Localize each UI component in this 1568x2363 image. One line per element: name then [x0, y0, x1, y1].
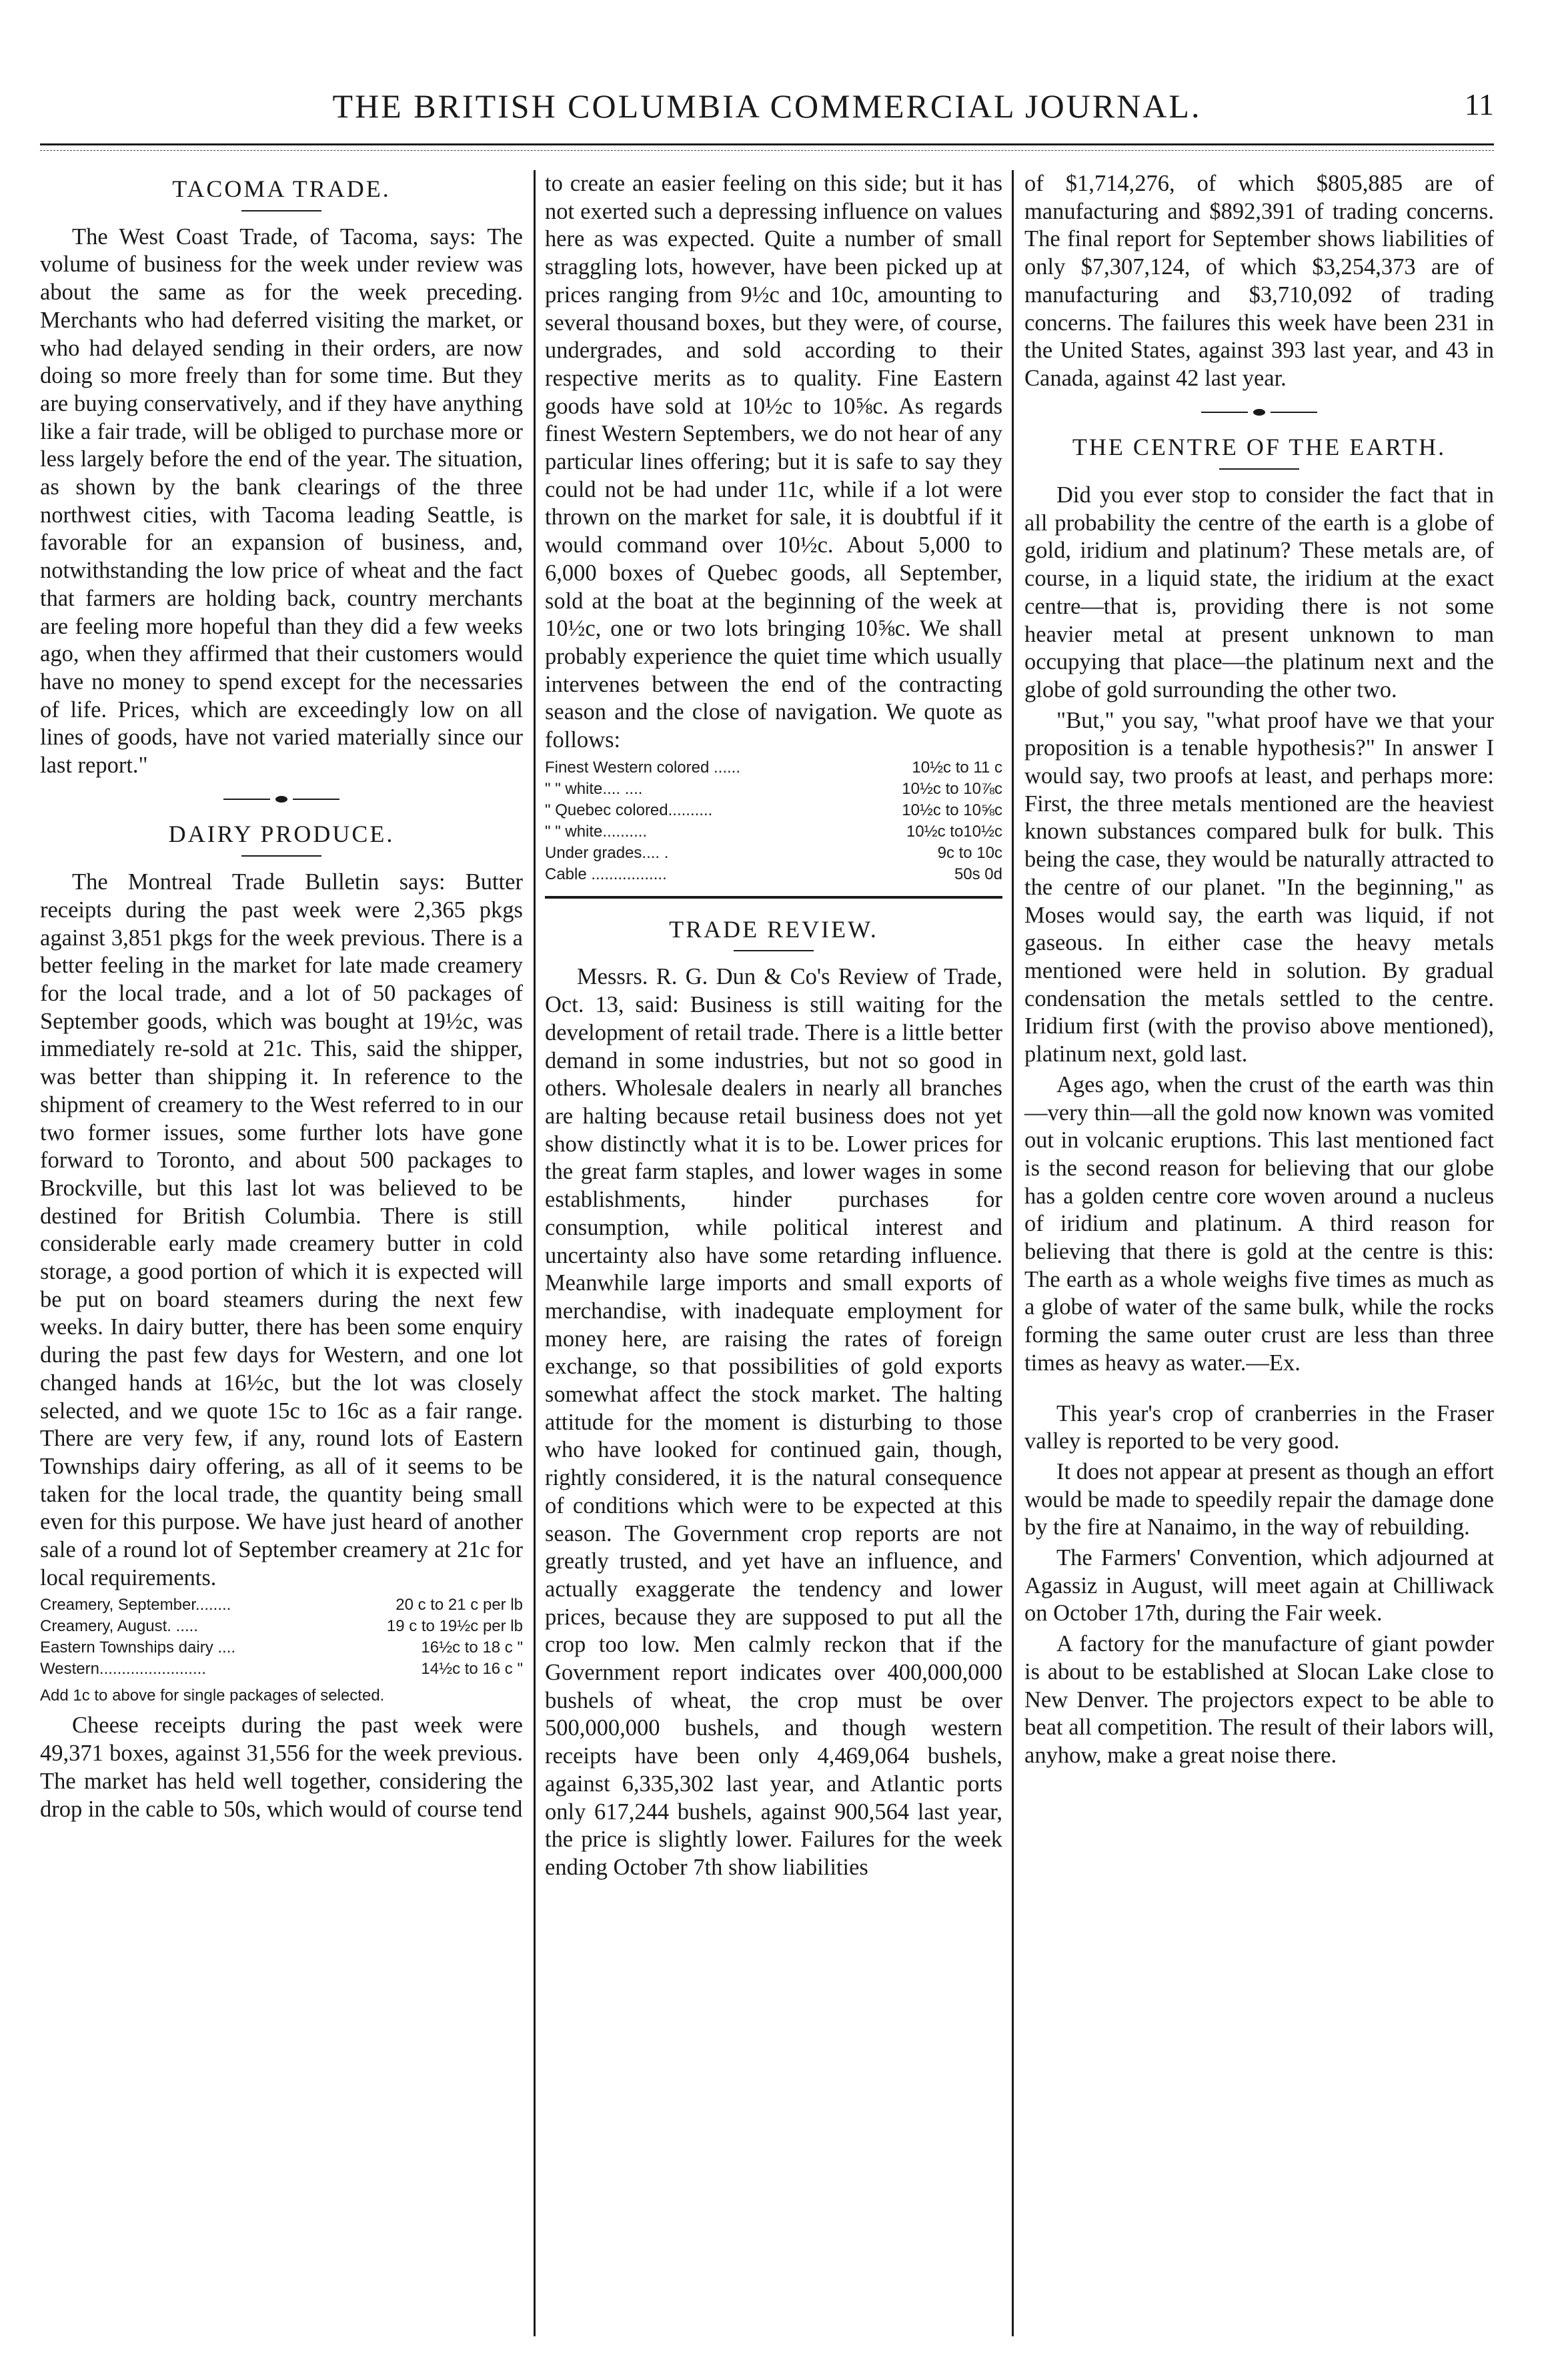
column-3: [1014, 170, 1494, 2336]
price-row: [545, 757, 1002, 779]
price-value: 10½c to 10⅝c: [902, 801, 1002, 819]
header-rule-dashed: [40, 150, 1494, 151]
heading-rule: [1219, 468, 1299, 470]
dairy-produce-body: The Montreal Trade Bulletin says: Butter receipts during the past week were 2,365 pkgs against 3,851 pkgs for the week previous. There is a better feeling in the market for late made creamery for the local trade, and a lot of 50 packages of September goods, which was bought at 19½c, was immediately re-sold at 21c. This, said the shipper, was better than shipping it. In reference to the shipment of creamery to the West referred to in our two former issues, some further lots have gone forward to Toronto, and about 500 packages to Brockville, but this last lot was believed to be destined for British Columbia. There is still considerable early made creamery butter in cold storage, a good portion of which it is expected will be put on board steamers during the next few weeks. In dairy butter, there has been some enquiry during the past few days for Western, and one lot changed hands at 16½c, but the lot was closely selected, and we quote 15c to 16c as a fair range. There are very few, if any, round lots of Eastern Townships dairy offering, as all of it seems to be taken for the local trade, the quantity being small even for this purpose. We have just heard of another sale of a round lot of September creamery at 21c for local requirements.: [40, 869, 523, 1590]
price-value: 19 c to 19½c per lb: [386, 1617, 523, 1636]
page-number: 11: [1464, 87, 1494, 121]
price-label: Under grades.... .: [545, 843, 669, 862]
column-1: [40, 170, 534, 2336]
centre-of-earth-paragraph: "But," you say, "what proof have we that your proposition is a tenable hypothesis?" In answer I would say, two proofs at least, and perhaps more: First, the three metals mentioned are the heaviest known substances compared bulk for bulk. This being the case, they would be naturally attracted to the centre of our planet. "In the beginning," as Moses would say, the earth was liquid, if not gaseous. In either case the heavy metals mentioned were held in solution. By gradual condensation the metals settled to the centre. Iridium first (with the proviso above mentioned), platinum next, gold last.: [1024, 707, 1494, 1067]
heading-rule: [734, 950, 814, 951]
tacoma-trade-heading: TACOMA TRADE.: [172, 175, 391, 202]
column-2: [534, 170, 1014, 2336]
price-value: 50s 0d: [954, 865, 1002, 883]
price-label: " " white.... ....: [545, 779, 643, 798]
price-row: [545, 843, 1002, 864]
news-item: The Farmers' Convention, which adjourned at Agassiz in August, will meet again at Chilliwack on October 17th, during the Fair week.: [1024, 1545, 1494, 1626]
news-item: This year's crop of cranberries in the Fraser valley is reported to be very good.: [1024, 1400, 1494, 1454]
price-row: [545, 864, 1002, 885]
cheese-market-continued: to create an easier feeling on this side; but it has not exerted such a depressing influence on values here as was expected. Quite a number of small straggling lots, however, have been picked up at prices ranging from 9½c and 10c, amounting to several thousand boxes, but they were, of course, undergrades, and sold according to their respective merits as to quality. Fine Eastern goods have sold at 10½c to 10⅝c. As regards finest Western Septembers, we do not hear of any particular lines offering; but it is safe to say they could not be had under 11c, while if a lot were thrown on the market for sale, it is doubtful if it would command over 10½c. About 5,000 to 6,000 boxes of Quebec goods, all September, sold at the boat at the beginning of the week at 10½c, one or two lots bringing 10⅝c. We shall probably experience the quiet time which usually intervenes between the end of the contracting season and the close of navigation. We quote as follows:: [545, 171, 1002, 753]
tacoma-trade-body: The West Coast Trade, of Tacoma, says: The volume of business for the week under review was about the same as for the week preceding. Merchants who had deferred visiting the market, or who had delayed sending in their orders, are now doing so more freely than for some time. But they are buying conservatively, and if they have anything like a fair trade, will be obliged to purchase more or less largely before the end of the year. The situation, as shown by the bank clearings of the three northwest cities, with Tacoma leading Seattle, is favorable for an expansion of business, and, notwithstanding the low price of wheat and the fact that farmers are holding back, country merchants are feeling more hopeful than they did a few weeks ago, when they affirmed that their customers would have no money to spend except for the necessaries of life. Prices, which are exceedingly low on all lines of goods, have not varied materially since our last report.": [40, 223, 523, 779]
price-value: 10½c to 10⅞c: [902, 779, 1002, 798]
price-row: [40, 1659, 523, 1680]
trade-review-heading: TRADE REVIEW.: [669, 915, 878, 943]
centre-of-earth-heading: THE CENTRE OF THE EARTH.: [1072, 434, 1447, 461]
price-label: " Quebec colored..........: [545, 801, 713, 819]
butter-price-table: [40, 1594, 523, 1680]
cheese-receipts-body: Cheese receipts during the past week were 49,371 boxes, against 31,556 for the week previous. The market has held well together, considering the drop in the cable to 50s, which would of course tend: [40, 1713, 523, 1822]
trade-review-body: Messrs. R. G. Dun & Co's Review of Trade, Oct. 13, said: Business is still waiting for the development of retail trade. There is a little better demand in some industries, but not so good in others. Wholesale dealers in nearly all branches are halting because retail business does not yet show distinctly what it is to be. Lower prices for the great farm staples, and lower wages in some establishments, hinder purchases for consumption, while political interest and uncertainty also have some retarding influence. Meanwhile large imports and small exports of merchandise, with inadequate employment for money here, are raising the rates of foreign exchange, so that possibilities of gold exports somewhat affect the stock market. The halting attitude for the moment is disturbing to those who have looked for continued gain, though, rightly considered, it is the natural consequence of conditions which were to be expected at this season. The Government crop reports are not greatly trusted, and yet have an influence, and actually exaggerate the tendency and lower prices, because they are supposed to put all the crop too low. Men calmly reckon that if the Government report indicates over 400,000,000 bushels of wheat, the crop must be over 500,000,000 bushels, and though western receipts have been only 4,469,064 bushels, against 6,335,302 last year, and Atlantic ports only 617,244 bushels, against 900,564 last year, the price is slightly lower. Failures for the week ending October 7th show liabilities: [545, 964, 1002, 1880]
price-value: 16½c to 18 c ": [421, 1638, 523, 1657]
news-item: It does not appear at present as though an effort would be made to speedily repair the damage done by the fire at Nanaimo, in the way of rebuilding.: [1024, 1458, 1494, 1540]
section-divider: [40, 785, 523, 813]
price-row: [40, 1616, 523, 1637]
heading-rule: [241, 210, 321, 211]
failures-continued: of $1,714,276, of which $805,885 are of manufacturing and $892,391 of trading concerns. The final report for September shows liabilities of only $7,307,124, of which $3,254,373 are of manufacturing and $3,710,092 of trading concerns. The failures this week have been 231 in the United States, against 393 last year, and 43 in Canada, against 42 last year.: [1024, 171, 1494, 391]
price-label: Eastern Townships dairy ....: [40, 1638, 236, 1657]
price-label: Creamery, August. .....: [40, 1617, 198, 1636]
masthead: [40, 87, 1494, 147]
price-label: Cable .................: [545, 865, 667, 883]
centre-of-earth-paragraph: Ages ago, when the crust of the earth was thin—very thin—all the gold now known was vomited out in volcanic eruptions. This last mentioned fact is the second reason for believing that our globe has a golden centre core woven around a nucleus of iridium and platinum. A third reason for believing that there is gold at the centre is this: The earth as a whole weighs five times as much as a globe of water of the same bulk, while the rocks forming the same outer crust are less than three times as heavy as water.—Ex.: [1024, 1071, 1494, 1376]
price-label: Creamery, September........: [40, 1596, 231, 1614]
price-label: " " white..........: [545, 822, 648, 841]
price-value: 10½c to 11 c: [912, 758, 1002, 777]
spacer: [1024, 1380, 1494, 1400]
news-item: A factory for the manufacture of giant powder is about to be established at Slocan Lake close to New Denver. The projectors expect to be able to beat all competition. The result of their labors will, anyhow, make a great noise there.: [1024, 1631, 1494, 1768]
price-row: [545, 821, 1002, 843]
journal-title: THE BRITISH COLUMBIA COMMERCIAL JOURNAL.: [332, 87, 1202, 125]
price-row: [40, 1594, 523, 1616]
price-row: [545, 779, 1002, 800]
price-note: Add 1c to above for single packages of selected.: [40, 1687, 385, 1705]
header-rule: [40, 143, 1494, 145]
price-value: 9c to 10c: [937, 843, 1002, 862]
price-row: [40, 1637, 523, 1659]
price-row: [545, 800, 1002, 821]
price-label: Western........................: [40, 1660, 206, 1679]
price-value: 14½c to 16 c ": [421, 1660, 523, 1679]
cheese-price-table: [545, 757, 1002, 885]
section-divider: [1024, 398, 1494, 426]
section-divider: [545, 896, 1002, 899]
price-value: 20 c to 21 c per lb: [396, 1596, 523, 1614]
price-label: Finest Western colored ......: [545, 758, 741, 777]
heading-rule: [241, 855, 321, 857]
dairy-produce-heading: DAIRY PRODUCE.: [168, 821, 395, 848]
centre-of-earth-paragraph: Did you ever stop to consider the fact that in all probability the centre of the earth is a globe of gold, iridium and platinum? These metals are, of course, in a liquid state, the iridium at the exact centre—that is, providing there is not some heavier metal at present unknown to man occupying that place—the platinum next and the globe of gold surrounding the other two.: [1024, 482, 1494, 702]
price-value: 10½c to10½c: [906, 822, 1002, 841]
